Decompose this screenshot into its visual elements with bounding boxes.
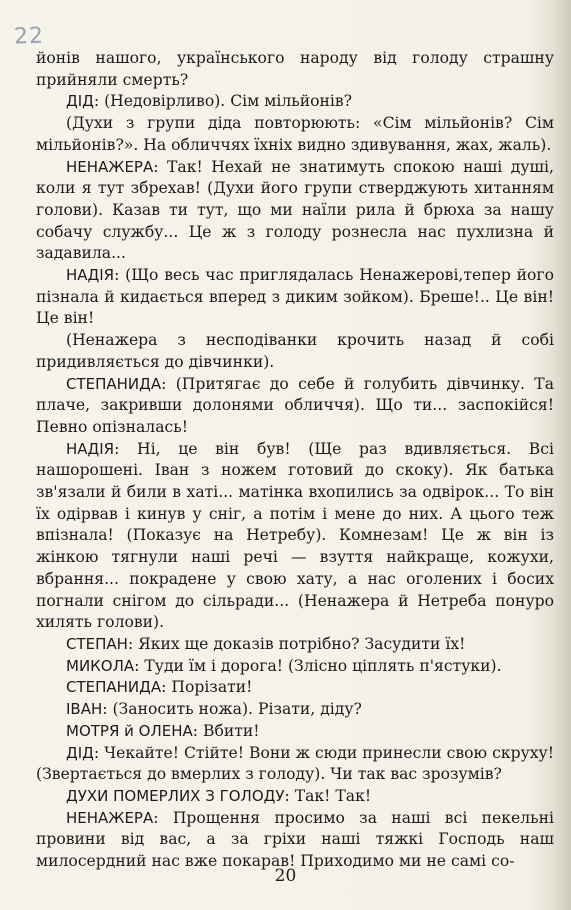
dialogue-paragraph — [36, 374, 554, 439]
dialogue-paragraph — [36, 157, 554, 266]
speaker-name: НЕНАЖЕРА — [66, 808, 154, 827]
dialogue-paragraph — [36, 634, 554, 656]
speaker-name: НАДІЯ — [66, 439, 115, 458]
paragraph-text: (Ненажера з несподіванки крочить назад й собі придивляється до дівчинки). — [36, 331, 554, 371]
dialogue-paragraph — [36, 656, 554, 678]
paragraph-text: : (Заносить ножа). Різати, діду? — [102, 700, 362, 719]
speaker-name: ДІД — [66, 92, 94, 111]
paragraph-text: : Чекайте! Стійте! Вони ж сюди принесли свою скруху! (Звертається до вмерлих з голоду). Чи так вас зрозумів? — [36, 743, 554, 784]
paragraph-text: : (Недовірливо). Сім мільйонів? — [93, 92, 353, 111]
dialogue-paragraph — [36, 677, 554, 699]
speaker-name: ІВАН — [66, 700, 103, 719]
paragraph-text: (Духи з групи діда повторюють: «Сім мільйонів? Сім мільйонів?». На обличчях їхніх видно здивування, жах, жаль). — [36, 114, 554, 154]
paragraph-text: : Так! Нехай не знатимуть спокою наші душі, коли я тут збрехав! (Духи його групи стверджують хитанням голови). Казав ти тут, що ми наїли рила й брюха за нашу собачу службу... Це ж з голоду рознесла нас пухлизна й задавила... — [36, 157, 554, 263]
handwritten-page-note: 22 — [13, 23, 45, 50]
dialogue-paragraph — [36, 699, 554, 721]
paragraph-text: : Ні, це він був! (Ще раз вдивляється. Всі нашорошені. Іван з ножем готовий до скоку). Як батька зв'язали й били в хаті... матінка вхопились за одвірок... То він їх одірвав і кинув у сніг, а потім і мене до них. А цього теж впізнала! (Показує на Нетребу). Комнезам! Це ж він із жінкою тягнули наші речі — взуття найкраще, кожухи, вбрання... покрадене у свою хату, а нас оголених і босих погнали снігом до сільради... (Ненажера й Нетреба понуро хилять голови). — [36, 439, 554, 632]
paragraph-text: : Порізати! — [161, 678, 253, 697]
speaker-name: СТЕПАН — [66, 634, 128, 653]
paragraph-text: : (Притягає до себе й голубить дівчинку. Та плаче, закривши долонями обличчя). Що ти... заспокійся! Певно опізналась! — [36, 374, 554, 436]
speaker-name: МИКОЛА — [66, 656, 135, 675]
dialogue-paragraph — [36, 808, 554, 873]
page-number: 20 — [274, 866, 297, 886]
paragraph-text: : Яких ще доказів потрібно? Засудити їх! — [127, 634, 466, 653]
speaker-name: ДІД — [66, 743, 94, 762]
paragraph-text: : (Що весь час приглядалась Ненажерові,тепер його пізнала й кидається вперед з диким зойком). Бреше!.. Це він! Це він! — [36, 266, 554, 328]
dialogue-paragraph — [36, 721, 554, 743]
dialogue-paragraph — [36, 48, 554, 91]
paragraph-text: : Туди їм і дорога! (Злісно ціплять п'ястуки). — [134, 656, 502, 675]
play-text-body — [36, 48, 554, 873]
speaker-name: СТЕПАНИДА — [66, 374, 162, 393]
paragraph-text: : Прощення просимо за наші всі пекельні провини від вас, а за гріхи наші тяжкі Господь наш милосердний нас вже покарав! Приходимо ми не самі со- — [36, 808, 554, 871]
speaker-name: ДУХИ ПОМЕРЛИХ З ГОЛОДУ — [66, 786, 285, 805]
speaker-name: НЕНАЖЕРА — [66, 157, 154, 176]
speaker-name: МОТРЯ й ОЛЕНА — [66, 721, 193, 740]
dialogue-paragraph — [36, 91, 554, 113]
paragraph-text: : Так! Так! — [284, 786, 372, 805]
paragraph-text: йонів нашого, українського народу від голоду страшну прийняли смерть? — [36, 49, 554, 89]
speaker-name: НАДІЯ — [66, 266, 115, 285]
dialogue-paragraph — [36, 113, 554, 156]
dialogue-paragraph — [36, 265, 554, 330]
speaker-name: СТЕПАНИДА — [66, 678, 162, 697]
dialogue-paragraph — [36, 743, 554, 786]
dialogue-paragraph — [36, 786, 554, 808]
paragraph-text: : Вбити! — [192, 721, 260, 740]
dialogue-paragraph — [36, 330, 554, 373]
dialogue-paragraph — [36, 439, 554, 634]
